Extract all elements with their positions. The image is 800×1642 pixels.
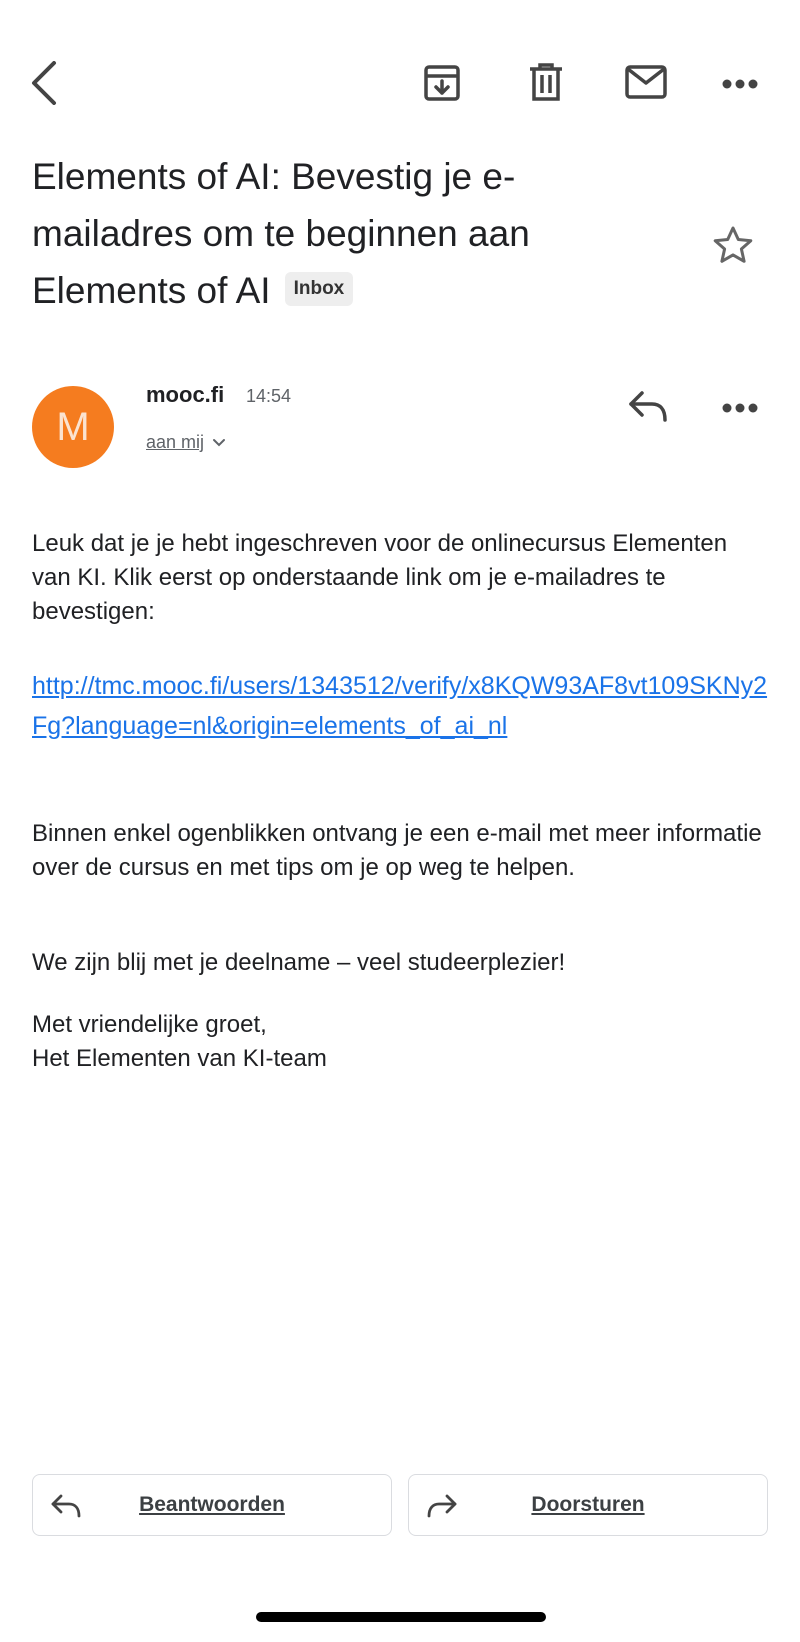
- verify-link[interactable]: http://tmc.mooc.fi/users/1343512/verify/x8KQW93AF8vt109SKNy2Fg?language=nl&origin=elements_of_ai_nl: [32, 672, 768, 740]
- sender-name: mooc.fi: [146, 382, 225, 407]
- chevron-left-icon: [30, 61, 58, 105]
- delete-button[interactable]: [524, 60, 568, 104]
- trash-icon: [528, 62, 564, 102]
- recipient-toggle[interactable]: [146, 432, 226, 453]
- subject-title: Elements of AI: Bevestig je e-mailadres om te beginnen aan Elements of AI: [32, 156, 530, 311]
- reply-icon: [628, 389, 668, 423]
- body-signature: Het Elementen van KI-team: [32, 1045, 327, 1072]
- body-closing: Met vriendelijke groet,: [32, 1011, 267, 1038]
- email-subject: [32, 148, 672, 319]
- back-button[interactable]: [24, 58, 64, 108]
- message-more-button[interactable]: [718, 390, 762, 426]
- body-paragraph-1: Leuk dat je je hebt ingeschreven voor de onlinecursus Elementen van KI. Klik eerst op onderstaande link om je e-mailadres te bevestigen:: [32, 530, 728, 625]
- forward-button[interactable]: [408, 1474, 768, 1536]
- archive-icon: [423, 62, 461, 102]
- chevron-down-icon: [212, 432, 226, 453]
- body-paragraph-3: We zijn blij met je deelname – veel studeerplezier!: [32, 949, 566, 976]
- message-time: 14:54: [246, 386, 292, 406]
- reply-button-label: Beantwoorden: [139, 1493, 285, 1516]
- archive-button[interactable]: [420, 60, 464, 104]
- reply-button[interactable]: [32, 1474, 392, 1536]
- recipient-label: aan mij: [146, 432, 205, 452]
- star-icon: [712, 225, 754, 265]
- more-horizontal-icon: [722, 79, 758, 89]
- more-horizontal-icon: [722, 403, 758, 413]
- more-options-button[interactable]: [718, 66, 762, 102]
- mark-unread-button[interactable]: [622, 60, 670, 104]
- star-button[interactable]: [710, 222, 756, 268]
- avatar: M: [32, 386, 114, 468]
- inbox-label-badge: Inbox: [285, 272, 354, 306]
- home-indicator[interactable]: [256, 1612, 546, 1622]
- reply-icon-button[interactable]: [624, 384, 672, 428]
- body-paragraph-2: Binnen enkel ogenblikken ontvang je een e-mail met meer informatie over de cursus en met tips om je op weg te helpen.: [32, 820, 762, 881]
- mail-icon: [625, 65, 667, 99]
- forward-button-label: Doorsturen: [531, 1493, 645, 1516]
